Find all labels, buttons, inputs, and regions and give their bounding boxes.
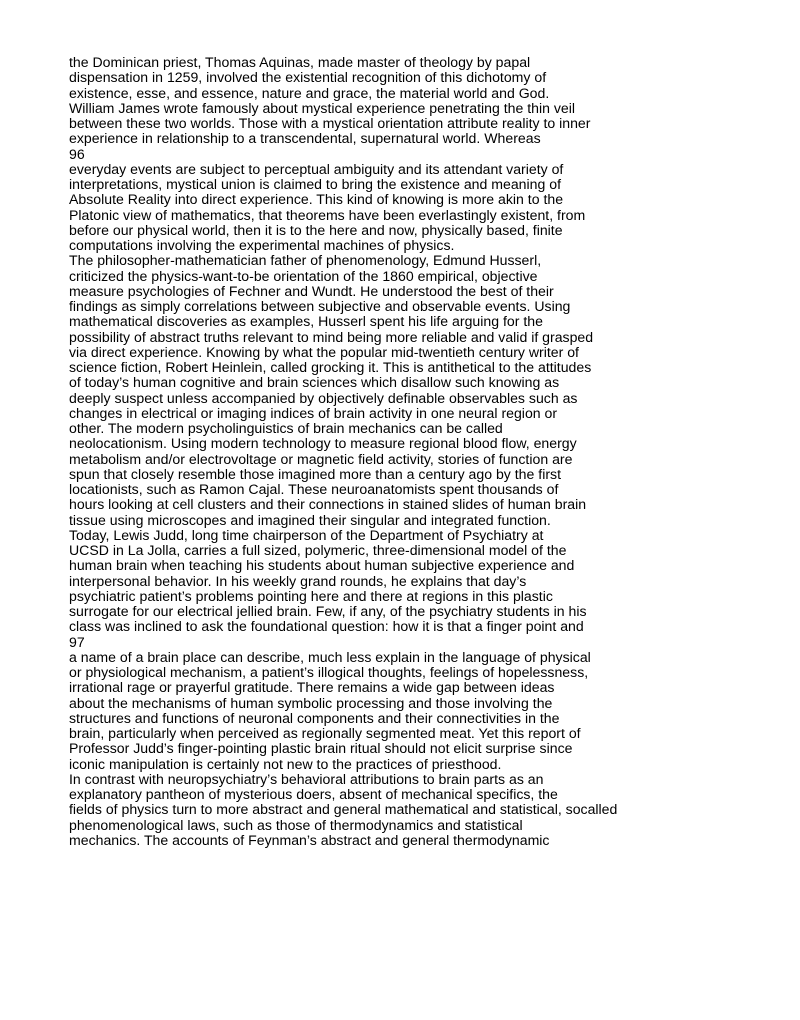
text-line: interpretations, mystical union is claimed to bring the existence and meaning of <box>69 176 561 192</box>
text-line: about the mechanisms of human symbolic processing and those involving the <box>69 694 553 711</box>
text-line: everyday events are subject to perceptual ambiguity and its attendant variety of <box>69 160 564 177</box>
text-line: existence, esse, and essence, nature and grace, the material world and God. <box>69 84 550 101</box>
text-line: Today, Lewis Judd, long time chairperson of the Department of Psychiatry at <box>69 526 544 543</box>
text-line: between these two worlds. Those with a mystical orientation attribute reality to inner <box>69 115 591 131</box>
text-line: criticized the physics-want-to-be orientation of the 1860 empirical, objective <box>69 267 538 284</box>
text-line: changes in electrical or imaging indices of brain activity in one neural region or <box>69 404 558 421</box>
text-line: measure psychologies of Fechner and Wundt. He understood the best of their <box>69 282 554 299</box>
text-line: William James wrote famously about mystical experience penetrating the thin veil <box>69 99 576 116</box>
text-line: the Dominican priest, Thomas Aquinas, made master of theology by papal <box>69 54 531 70</box>
text-line: spun that closely resemble those imagined more than a century ago by the first <box>69 465 561 482</box>
text-line: phenomenological laws, such as those of thermodynamics and statistical <box>69 816 523 833</box>
text-line: explanatory pantheon of mysterious doers, absent of mechanical specifics, the <box>69 786 558 802</box>
document-text <box>69 55 709 848</box>
text-line: before our physical world, then it is to the here and now, physically based, finite <box>69 221 563 238</box>
text-line: UCSD in La Jolla, carries a full sized, polymeric, three-dimensional model of the <box>69 542 567 558</box>
text-line: metabolism and/or electrovoltage or magnetic field activity, stories of function are <box>69 450 573 467</box>
text-line: of today’s human cognitive and brain sciences which disallow such knowing as <box>69 374 560 391</box>
text-line: mechanics. The accounts of Feynman’s abstract and general thermodynamic <box>69 831 550 848</box>
text-line: Professor Judd’s finger-pointing plastic brain ritual should not elicit surprise since <box>69 740 573 757</box>
text-line: fields of physics turn to more abstract and general mathematical and statistical, socalled <box>69 801 618 818</box>
text-line: computations involving the experimental machines of physics. <box>69 237 455 253</box>
text-line: science fiction, Robert Heinlein, called grocking it. This is antithetical to the attitudes <box>69 359 592 375</box>
text-line: interpersonal behavior. In his weekly grand rounds, he explains that day’s <box>69 572 527 589</box>
text-line: psychiatric patient’s problems pointing here and there at regions in this plastic <box>69 587 553 604</box>
text-line: irrational rage or prayerful gratitude. There remains a wide gap between ideas <box>69 679 555 696</box>
text-line: Platonic view of mathematics, that theorems have been everlastingly existent, from <box>69 206 586 223</box>
page-number: 97 <box>69 633 85 650</box>
text-line: dispensation in 1259, involved the existential recognition of this dichotomy of <box>69 69 547 86</box>
text-line: experience in relationship to a transcendental, supernatural world. Whereas <box>69 130 541 147</box>
text-line: findings as simply correlations between subjective and observable events. Using <box>69 298 571 314</box>
text-line: The philosopher-mathematician father of phenomenology, Edmund Husserl, <box>69 252 542 269</box>
text-line: tissue using microscopes and imagined their singular and integrated function. <box>69 511 551 528</box>
page-number: 96 <box>69 145 85 162</box>
text-line: possibility of abstract truths relevant to mind being more reliable and valid if grasped <box>69 328 594 345</box>
text-line: neolocationism. Using modern technology to measure regional blood flow, energy <box>69 435 577 452</box>
text-line: locationists, such as Ramon Cajal. These neuroanatomists spent thousands of <box>69 481 559 497</box>
text-line: hours looking at cell clusters and their connections in stained slides of human brain <box>69 496 587 513</box>
text-line: class was inclined to ask the foundational question: how it is that a finger point and <box>69 618 584 635</box>
text-line: iconic manipulation is certainly not new to the practices of priesthood. <box>69 755 502 772</box>
text-line: brain, particularly when perceived as regionally segmented meat. Yet this report of <box>69 725 581 741</box>
text-line: deeply suspect unless accompanied by objectively definable observables such as <box>69 389 578 406</box>
text-line: via direct experience. Knowing by what the popular mid-twentieth century writer of <box>69 343 579 360</box>
text-line: human brain when teaching his students about human subjective experience and <box>69 557 575 574</box>
text-line: other. The modern psycholinguistics of brain mechanics can be called <box>69 420 503 436</box>
text-line: In contrast with neuropsychiatry’s behavioral attributions to brain parts as an <box>69 770 544 787</box>
text-line: mathematical discoveries as examples, Husserl spent his life arguing for the <box>69 313 543 330</box>
text-line: or physiological mechanism, a patient’s illogical thoughts, feelings of hopelessness, <box>69 664 589 680</box>
text-line: surrogate for our electrical jellied brain. Few, if any, of the psychiatry students in his <box>69 603 587 619</box>
text-line: a name of a brain place can describe, much less explain in the language of physical <box>69 648 591 665</box>
text-line: Absolute Reality into direct experience. This kind of knowing is more akin to the <box>69 191 564 208</box>
text-line: structures and functions of neuronal components and their connectivities in the <box>69 709 560 726</box>
